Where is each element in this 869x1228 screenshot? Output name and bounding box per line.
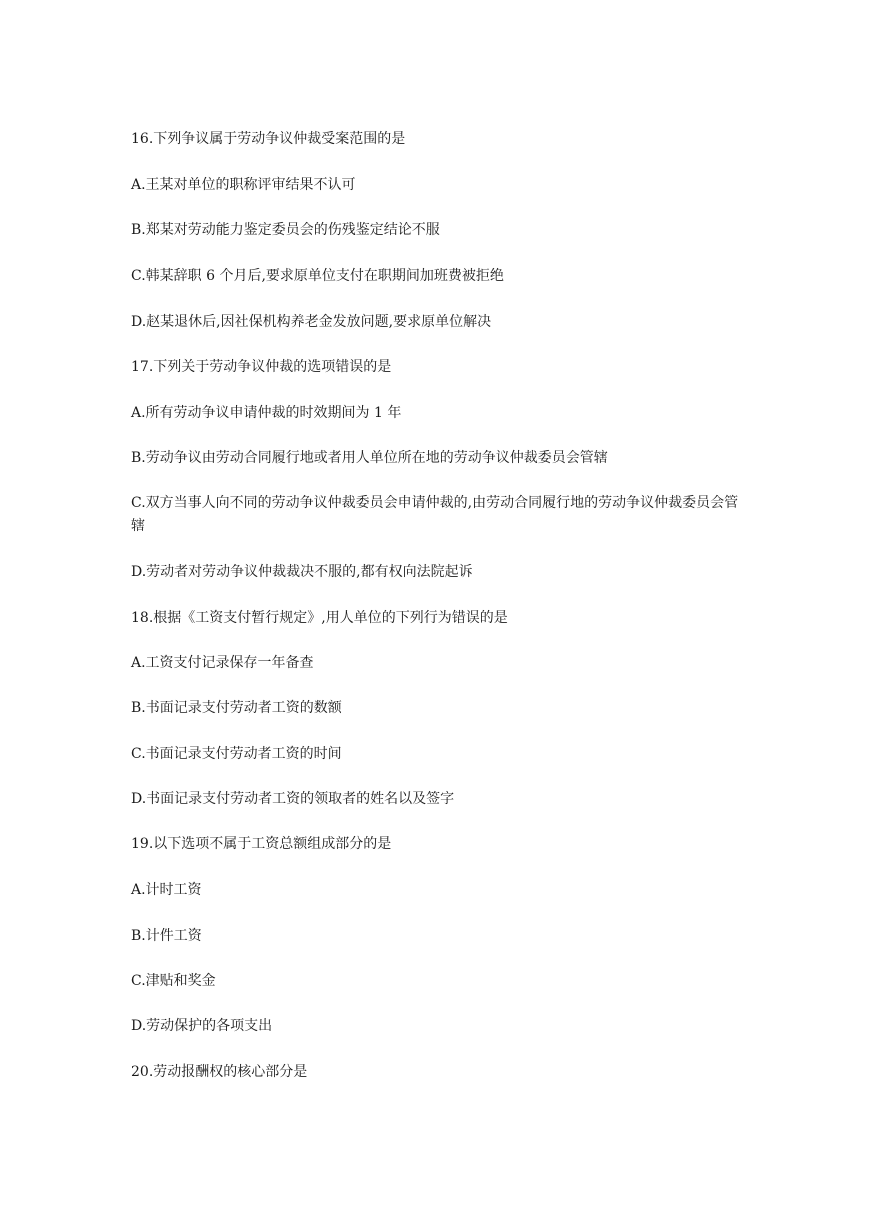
question-16-option-d: D.赵某退休后,因社保机构养老金发放问题,要求原单位解决: [131, 314, 492, 330]
question-17-option-a: A.所有劳动争议申请仲裁的时效期间为 1 年: [131, 405, 402, 421]
question-18-option-a: A.工资支付记录保存一年备查: [131, 655, 314, 671]
question-16-option-b: B.郑某对劳动能力鉴定委员会的伤残鉴定结论不服: [131, 222, 440, 238]
question-18-stem: 18.根据《工资支付暂行规定》,用人单位的下列行为错误的是: [131, 610, 508, 626]
question-17-option-d: D.劳动者对劳动争议仲裁裁决不服的,都有权向法院起诉: [131, 564, 473, 580]
question-19-option-d: D.劳动保护的各项支出: [131, 1018, 273, 1034]
question-20-stem: 20.劳动报酬权的核心部分是: [131, 1064, 308, 1080]
question-19-option-a: A.计时工资: [131, 882, 202, 898]
question-16-stem: 16.下列争议属于劳动争议仲裁受案范围的是: [131, 131, 406, 147]
question-18-option-d: D.书面记录支付劳动者工资的领取者的姓名以及签字: [131, 791, 455, 807]
question-16-option-c: C.韩某辞职 6 个月后,要求原单位支付在职期间加班费被拒绝: [131, 268, 504, 284]
question-19-option-b: B.计件工资: [131, 928, 202, 944]
question-17-option-c: C.双方当事人向不同的劳动争议仲裁委员会申请仲裁的,由劳动合同履行地的劳动争议仲裁委员会管辖: [131, 495, 739, 534]
question-17-option-b: B.劳动争议由劳动合同履行地或者用人单位所在地的劳动争议仲裁委员会管辖: [131, 450, 608, 466]
question-18-option-c: C.书面记录支付劳动者工资的时间: [131, 746, 342, 762]
question-17-stem: 17.下列关于劳动争议仲裁的选项错误的是: [131, 359, 392, 375]
question-19-stem: 19.以下选项不属于工资总额组成部分的是: [131, 836, 392, 852]
question-18-option-b: B.书面记录支付劳动者工资的数额: [131, 700, 342, 716]
question-16-option-a: A.王某对单位的职称评审结果不认可: [131, 177, 356, 193]
question-19-option-c: C.津贴和奖金: [131, 973, 216, 989]
